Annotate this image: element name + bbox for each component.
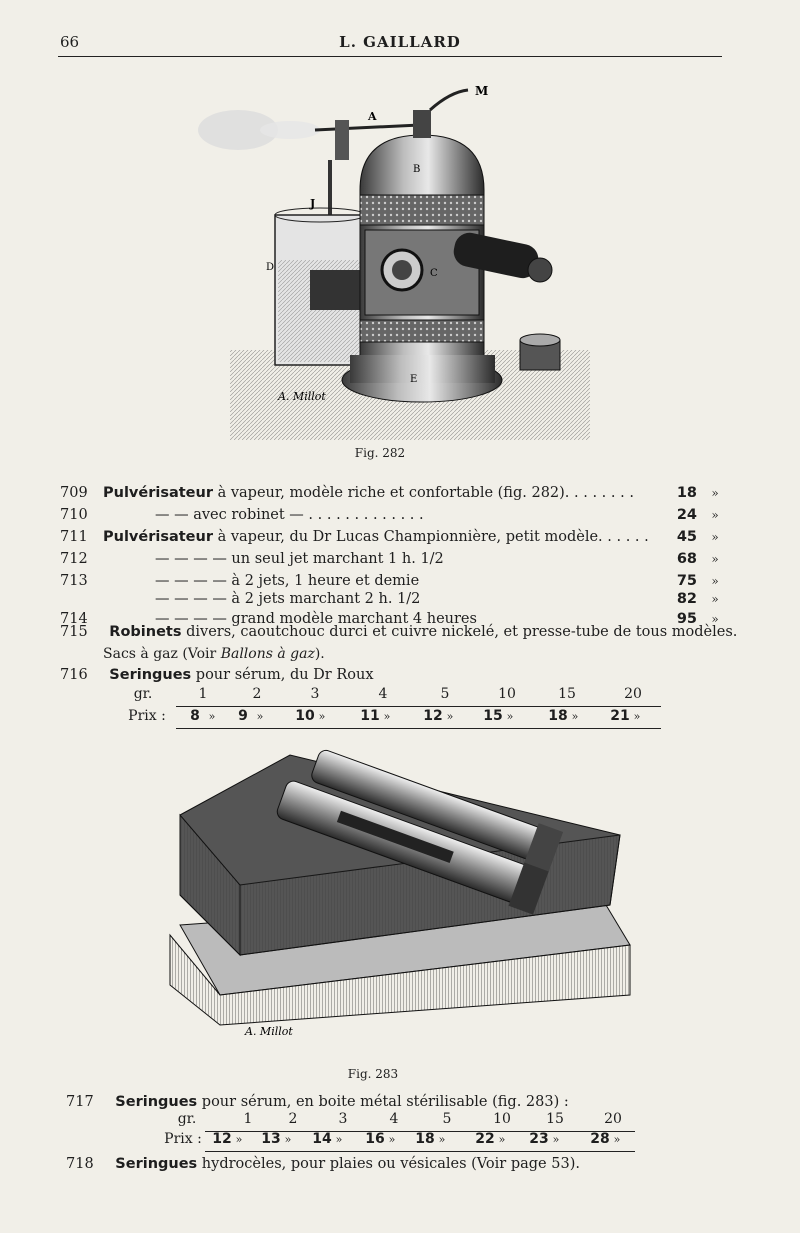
item-price: 82: [676, 591, 697, 607]
item-716: [60, 664, 374, 686]
price-value: 12: [212, 1131, 232, 1147]
ditto-mark: »: [711, 552, 719, 566]
item-number: 712: [60, 551, 88, 567]
item-number: 711: [60, 529, 88, 545]
item-price: 75: [676, 573, 697, 589]
steam-sprayer-illustration: [190, 80, 590, 445]
ditto-mark: »: [498, 1133, 506, 1146]
gram-value: 20: [604, 1111, 622, 1127]
ditto-mark: »: [208, 710, 216, 723]
item-description: — — — — à 2 jets, 1 heure et demie: [155, 573, 420, 589]
item-715: [60, 621, 737, 643]
ditto-mark: »: [446, 710, 454, 723]
sacs-reference: Ballons à gaz: [220, 646, 315, 662]
gram-value: 2: [252, 686, 262, 702]
item-number: 715: [60, 624, 88, 640]
page-number: 66: [60, 33, 80, 51]
item-number: 714: [60, 611, 88, 627]
price-value: 16: [365, 1131, 385, 1147]
price-value: 23: [529, 1131, 549, 1147]
item-number: 717: [66, 1094, 94, 1110]
ditto-mark: »: [506, 710, 514, 723]
ditto-mark: »: [284, 1133, 292, 1146]
engraver-signature: A. Millot: [245, 1025, 293, 1038]
gram-value: 20: [624, 686, 642, 702]
figure-caption-282: Fig. 282: [354, 446, 406, 460]
price-value: 11: [360, 708, 380, 724]
price-list-row: [60, 504, 720, 526]
ditto-mark: »: [256, 710, 264, 723]
ditto-mark: »: [383, 710, 391, 723]
price-value: 13: [261, 1131, 281, 1147]
price-value: 9: [238, 708, 248, 724]
gram-value: 4: [378, 686, 388, 702]
prix-label: Prix :: [164, 1131, 202, 1147]
item-description: pour sérum, du Dr Roux: [195, 667, 374, 683]
item-717: [66, 1091, 569, 1113]
price-list-row: [60, 526, 720, 548]
item-description: — — — — grand modèle marchant 4 heures: [155, 611, 477, 627]
price-list-row: [60, 588, 720, 610]
item-description: à vapeur, modèle riche et confortable (fig. 282). . . . . . . .: [217, 485, 634, 501]
item-number: 709: [60, 485, 88, 501]
syringe-box-illustration: [160, 745, 640, 1045]
prix-label: Prix :: [128, 708, 166, 724]
gram-value: 2: [288, 1111, 298, 1127]
label-j: J: [310, 197, 316, 210]
label-a: A: [368, 110, 377, 123]
price-table-716: [0, 686, 800, 730]
ditto-mark: »: [335, 1133, 343, 1146]
price-value: 18: [548, 708, 568, 724]
ditto-mark: »: [711, 508, 719, 522]
price-value: 28: [590, 1131, 610, 1147]
item-number: 713: [60, 573, 88, 589]
price-list-row: [60, 482, 720, 504]
figure-caption-283: Fig. 283: [347, 1067, 399, 1081]
ditto-mark: »: [613, 1133, 621, 1146]
item-name: Seringues: [115, 1094, 198, 1110]
label-m: M: [475, 84, 489, 98]
sacs-text-end: ).: [314, 646, 325, 662]
ditto-mark: »: [711, 530, 719, 544]
gram-value: 4: [389, 1111, 399, 1127]
item-description: à vapeur, du Dr Lucas Championnière, petit modèle. . . . . .: [217, 529, 649, 545]
item-description: — — — — à 2 jets marchant 2 h. 1/2: [155, 591, 421, 607]
gram-value: 3: [338, 1111, 348, 1127]
item-name: Pulvérisateur: [103, 485, 213, 501]
price-value: 14: [312, 1131, 332, 1147]
item-description: divers, caoutchouc durci et cuivre nickelé, et presse-tube de tous modèles.: [186, 624, 738, 640]
gram-value: 5: [440, 686, 450, 702]
item-description: pour sérum, en boite métal stérilisable (fig. 283) :: [201, 1094, 569, 1110]
gram-value: 1: [198, 686, 208, 702]
item-name: Pulvérisateur: [103, 529, 213, 545]
item-description: hydrocèles, pour plaies ou vésicales (Voir page 53).: [201, 1156, 580, 1172]
table-rule: [176, 706, 661, 707]
table-rule-bottom: [176, 728, 661, 729]
ditto-mark: »: [438, 1133, 446, 1146]
gram-value: 15: [546, 1111, 564, 1127]
item-price: 95: [676, 611, 697, 627]
sacs-text: Sacs à gaz (Voir: [103, 646, 221, 662]
ditto-mark: »: [711, 592, 719, 606]
gr-label: gr.: [177, 1111, 197, 1127]
gram-value: 1: [243, 1111, 253, 1127]
label-d: D: [266, 262, 275, 273]
gram-value: 10: [493, 1111, 511, 1127]
ditto-mark: »: [318, 710, 326, 723]
table-rule-bottom: [205, 1151, 635, 1152]
engraver-signature: A. Millot: [278, 390, 326, 403]
label-b: B: [413, 164, 421, 175]
label-e: E: [410, 374, 418, 385]
item-number: 716: [60, 667, 88, 683]
price-list-row: [60, 548, 720, 570]
gram-value: 5: [442, 1111, 452, 1127]
item-name: Robinets: [109, 624, 182, 640]
item-name: Seringues: [109, 667, 192, 683]
gram-value: 3: [310, 686, 320, 702]
item-718: [66, 1153, 580, 1175]
ditto-mark: »: [633, 710, 641, 723]
gram-value: 10: [498, 686, 516, 702]
gr-label: gr.: [133, 686, 153, 702]
ditto-mark: »: [235, 1133, 243, 1146]
gram-value: 15: [558, 686, 576, 702]
price-value: 18: [415, 1131, 435, 1147]
sacs-note: [103, 643, 325, 665]
item-price: 18: [676, 485, 697, 501]
price-table-717: [0, 1111, 800, 1155]
ditto-mark: »: [711, 486, 719, 500]
item-name: Seringues: [115, 1156, 198, 1172]
ditto-mark: »: [571, 710, 579, 723]
ditto-mark: »: [552, 1133, 560, 1146]
running-head: L. GAILLARD: [339, 33, 461, 51]
price-value: 8: [190, 708, 200, 724]
item-price: 45: [676, 529, 697, 545]
label-c: C: [430, 268, 438, 279]
header-rule: [58, 56, 722, 57]
price-value: 21: [610, 708, 630, 724]
ditto-mark: »: [711, 574, 719, 588]
item-price: 24: [676, 507, 697, 523]
price-value: 22: [475, 1131, 495, 1147]
ditto-mark: »: [388, 1133, 396, 1146]
item-description: — — avec robinet — . . . . . . . . . . . . .: [155, 507, 424, 523]
ditto-mark: »: [711, 612, 719, 626]
price-value: 10: [295, 708, 315, 724]
price-value: 12: [423, 708, 443, 724]
price-value: 15: [483, 708, 503, 724]
item-price: 68: [676, 551, 697, 567]
item-number: 710: [60, 507, 88, 523]
item-number: 718: [66, 1156, 94, 1172]
item-description: — — — — un seul jet marchant 1 h. 1/2: [155, 551, 444, 567]
